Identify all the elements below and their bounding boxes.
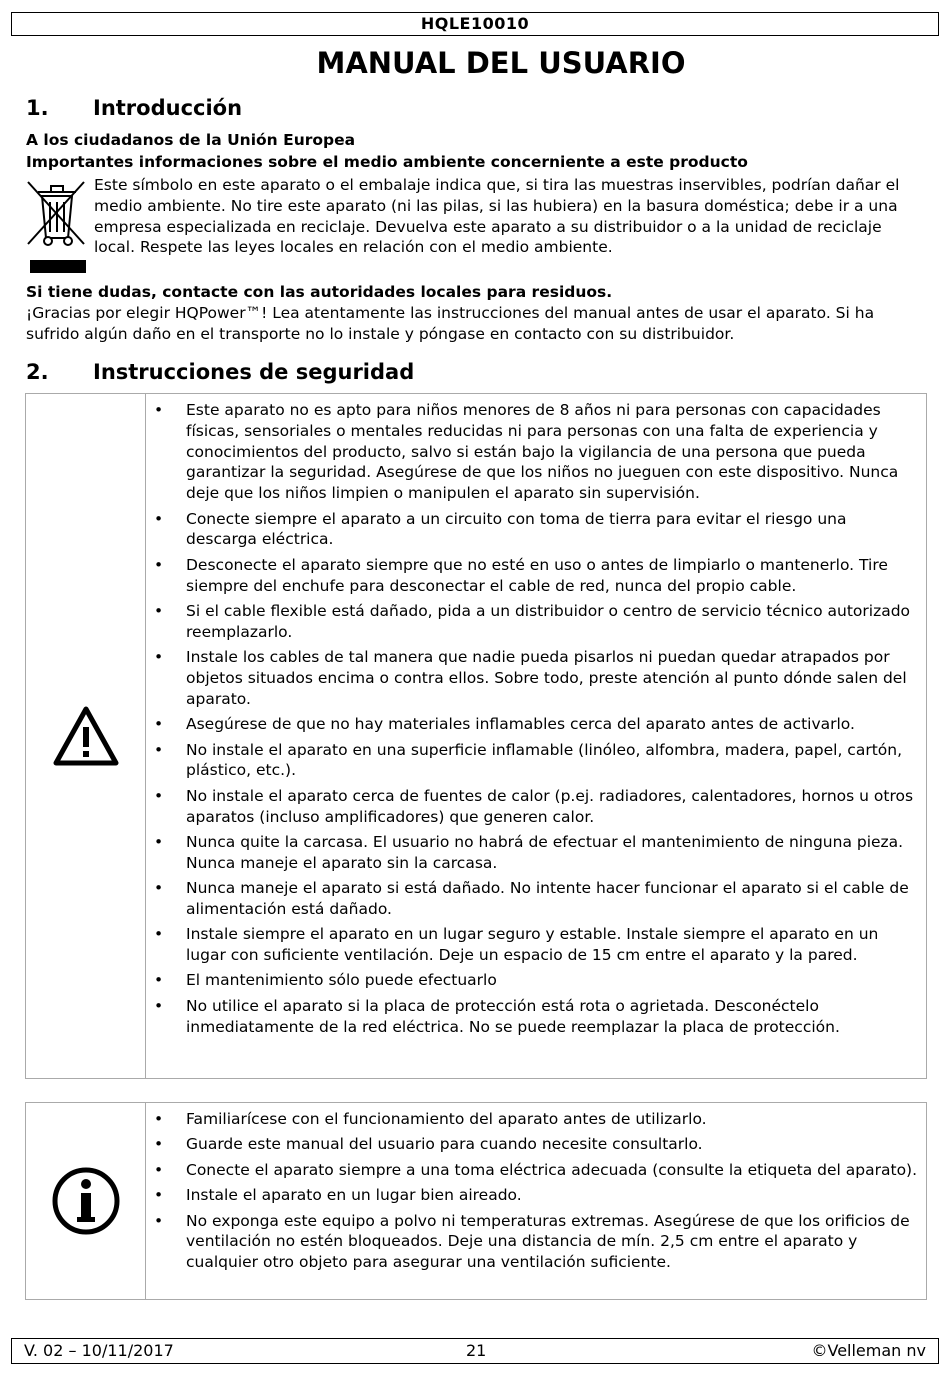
list-item — [154, 509, 918, 551]
warning-list — [154, 400, 918, 1042]
page-title: MANUAL DEL USUARIO — [316, 46, 686, 80]
bullet: • — [154, 786, 164, 805]
list-item-text: Instale el aparato en un lugar bien aireado. — [186, 1186, 522, 1205]
section-2-heading — [26, 359, 414, 385]
bullet: • — [154, 740, 164, 759]
bullet: • — [154, 996, 164, 1015]
list-item — [154, 1134, 918, 1155]
bullet: • — [154, 601, 164, 620]
list-item-text: Asegúrese de que no hay materiales inflamables cerca del aparato antes de activarlo. — [186, 715, 855, 734]
thanks-text: ¡Gracias por elegir HQPower™! Lea atentamente las instrucciones del manual antes de usar el aparato. Si ha sufrido algún daño en el transporte no lo instale y póngase en contacto con su distribuidor. — [26, 304, 875, 343]
info-list — [154, 1109, 918, 1278]
bullet: • — [154, 925, 164, 944]
list-item-text: El mantenimiento sólo puede efectuarlo — [186, 971, 497, 990]
bullet: • — [154, 648, 164, 667]
list-item-text: Este aparato no es apto para niños menores de 8 años ni para personas con capacidades físicas, sensoriales o mentales reducidas ni para personas con una falta de experiencia y conocimientos del producto, salvo si están bajo la vigilancia de una persona que pueda garantizar la seguridad. Asegúrese de que los niños no jueguen con este dispositivo. Nunca deje que los niños limpien o manipulen el aparato sin supervisión. — [186, 401, 899, 503]
list-item — [154, 786, 918, 828]
safety-warning-box — [25, 393, 927, 1079]
section-1-heading — [26, 95, 242, 121]
list-item — [154, 970, 918, 991]
list-item — [154, 832, 918, 874]
list-item-text: Conecte el aparato siempre a una toma eléctrica adecuada (consulte la etiqueta del aparato). — [186, 1160, 918, 1179]
bullet: • — [154, 1135, 164, 1154]
list-item-text: Nunca maneje el aparato si está dañado. No intente hacer funcionar el aparato si el cable de alimentación está dañado. — [186, 879, 909, 918]
list-item — [154, 400, 918, 504]
list-item-text: Conecte siempre el aparato a un circuito con toma de tierra para evitar el riesgo una descarga eléctrica. — [186, 509, 847, 549]
list-item-text: No instale el aparato cerca de fuentes de calor (p.ej. radiadores, calentadores, hornos u otros aparatos (incluso amplificadores) que generen calor. — [186, 786, 914, 826]
section-2-number: 2. — [26, 360, 49, 384]
eu-citizens-heading: A los ciudadanos de la Unión Europea — [26, 131, 356, 149]
list-item-text: No utilice el aparato si la placa de protección está rota o agrietada. Desconéctelo inmediatamente de la red eléctrica. No se puede reemplazar la placa de protección. — [186, 996, 840, 1036]
bullet: • — [154, 971, 164, 990]
footer — [11, 1338, 939, 1364]
list-item — [154, 1185, 918, 1206]
list-item — [154, 601, 918, 643]
list-item-text: Instale los cables de tal manera que nadie pueda pisarlos ni puedan quedar atrapados por objetos situados encima o contra ellos. Sobre todo, preste atención al punto dónde salen del aparato. — [186, 648, 907, 708]
section-1-title: Introducción — [93, 96, 243, 120]
list-item-text: No instale el aparato en una superficie inflamable (linóleo, alfombra, madera, papel, cartón, plástico, etc.). — [186, 740, 903, 780]
list-item — [154, 924, 918, 966]
crossed-out-wheeled-bin-icon — [26, 178, 90, 274]
warning-icon-cell — [26, 394, 146, 1078]
list-item — [154, 996, 918, 1038]
section-1-number: 1. — [26, 96, 49, 120]
warning-triangle-icon — [52, 705, 120, 767]
info-circle-icon — [51, 1166, 121, 1236]
list-item-text: Familiarícese con el funcionamiento del aparato antes de utilizarlo. — [186, 1110, 707, 1128]
list-item — [154, 647, 918, 709]
footer-version: V. 02 – 10/11/2017 — [24, 1341, 174, 1360]
list-item — [154, 740, 918, 782]
list-item — [154, 555, 918, 597]
bullet: • — [154, 832, 164, 851]
bullet: • — [154, 509, 164, 528]
bullet: • — [154, 1160, 164, 1179]
list-item-text: Instale siempre el aparato en un lugar seguro y estable. Instale siempre el aparato en un lugar con suficiente ventilación. Deje un espacio de 15 cm entre el aparato y la pared. — [186, 925, 879, 965]
bullet: • — [154, 555, 164, 574]
bullet: • — [154, 1110, 164, 1128]
list-item-text: Desconecte el aparato siempre que no esté en uso o antes de limpiarlo o mantenerlo. Tire siempre del enchufe para desconectar el cable de red, nunca del propio cable. — [186, 555, 888, 595]
list-item — [154, 1160, 918, 1181]
environment-heading: Importantes informaciones sobre el medio ambiente concerniente a este producto — [26, 153, 748, 171]
footer-copyright: ©Velleman nv — [811, 1341, 926, 1360]
list-item-text: Guarde este manual del usuario para cuando necesite consultarlo. — [186, 1135, 703, 1154]
section-2-title: Instrucciones de seguridad — [93, 360, 415, 384]
bullet: • — [154, 1186, 164, 1205]
header-model: HQLE10010 — [11, 12, 939, 36]
info-icon-cell — [26, 1103, 146, 1299]
list-item — [154, 878, 918, 920]
list-item-text: Si el cable flexible está dañado, pida a un distribuidor o centro de servicio técnico autorizado reemplazarlo. — [186, 601, 911, 641]
list-item-text: No exponga este equipo a polvo ni temperaturas extremas. Asegúrese de que los orificios de ventilación no estén bloqueados. Deje una distancia de mín. 2,5 cm entre el aparato y cualquier otro objeto para asegurar una ventilación suficiente. — [186, 1211, 910, 1272]
bullet: • — [154, 401, 164, 419]
footer-page-number: 21 — [466, 1341, 487, 1360]
list-item-text: Nunca quite la carcasa. El usuario no habrá de efectuar el mantenimiento de ninguna pieza. Nunca maneje el aparato sin la carcasa. — [186, 832, 904, 872]
list-item — [154, 1211, 918, 1273]
safety-info-box — [25, 1102, 927, 1300]
bullet: • — [154, 879, 164, 898]
doubts-text: Si tiene dudas, contacte con las autoridades locales para residuos. — [26, 283, 613, 301]
list-item — [154, 1109, 918, 1130]
bullet: • — [154, 715, 164, 734]
environment-text: Este símbolo en este aparato o el embalaje indica que, si tira las muestras inservibles, podrían dañar el medio ambiente. No tire este aparato (ni las pilas, si las hubiera) en la basura doméstica; debe ir a una empresa especializada en reciclaje. Devuelva este aparato a su distribuidor o a la unidad de reciclaje local. Respete las leyes locales en relación con el medio ambiente. — [94, 176, 900, 257]
bullet: • — [154, 1211, 164, 1230]
list-item — [154, 714, 918, 735]
